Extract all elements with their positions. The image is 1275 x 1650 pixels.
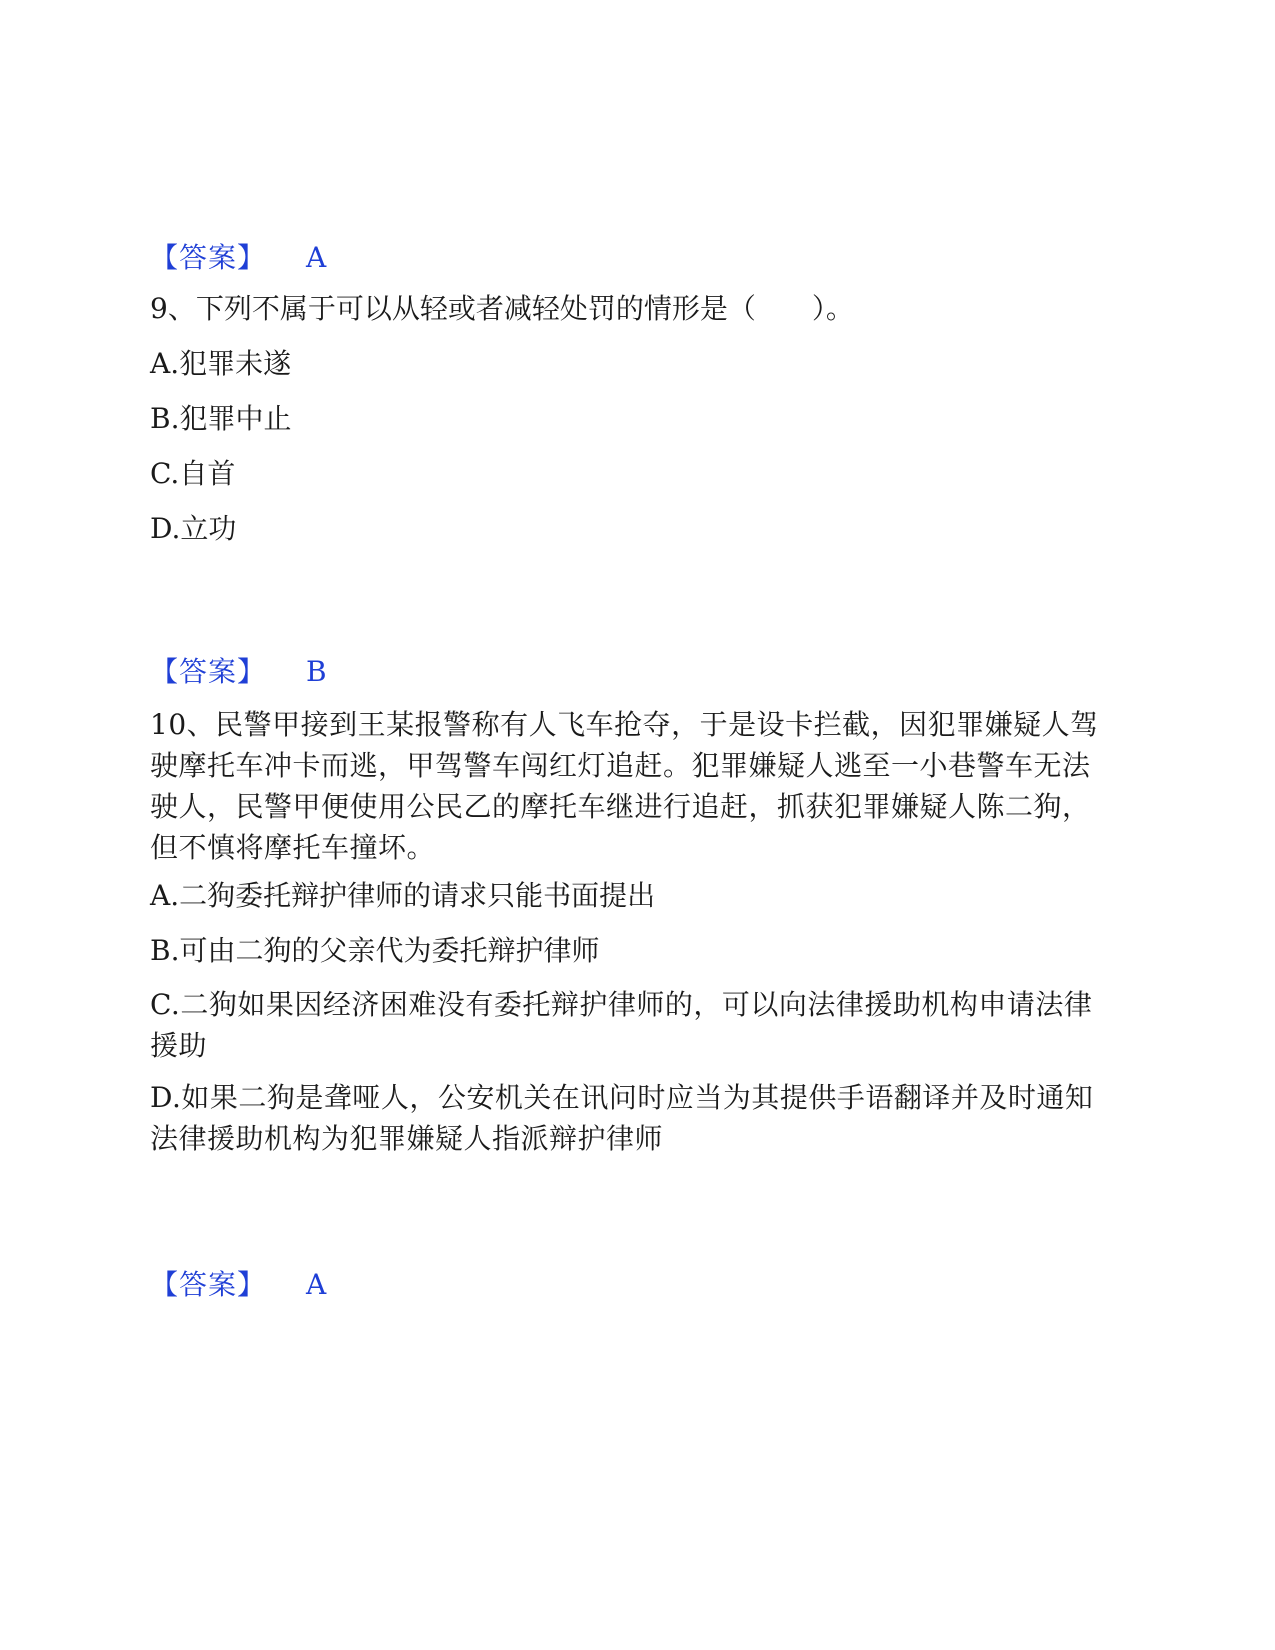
answer-value: A	[306, 1268, 327, 1301]
question-9-option-b: B.犯罪中止	[150, 402, 292, 435]
answer-label: 【答案】	[150, 241, 267, 274]
answer-label: 【答案】	[150, 655, 267, 688]
question-9-stem: 9、下列不属于可以从轻或者减轻处罚的情形是（ ）。	[150, 292, 854, 325]
answer-value: A	[306, 241, 327, 274]
question-9-option-d: D.立功	[150, 512, 237, 545]
question-10-option-a: A.二狗委托辩护律师的请求只能书面提出	[150, 879, 656, 912]
question-9-option-c: C.自首	[150, 457, 236, 490]
answer-line-3	[150, 1265, 326, 1305]
question-10-option-c: C.二狗如果因经济困难没有委托辩护律师的，可以向法律援助机构申请法律援助	[150, 988, 1093, 1062]
question-10-option-b: B.可由二狗的父亲代为委托辩护律师	[150, 934, 600, 967]
answer-value: B	[306, 655, 327, 688]
question-9-option-a: A.犯罪未遂	[150, 347, 292, 380]
answer-label: 【答案】	[150, 1268, 267, 1301]
answer-line-2	[150, 652, 327, 692]
answer-line-1	[150, 238, 326, 278]
question-10-option-d: D.如果二狗是聋哑人，公安机关在讯问时应当为其提供手语翻译并及时通知法律援助机构为犯罪嫌疑人指派辩护律师	[150, 1081, 1094, 1155]
question-10-stem: 10、民警甲接到王某报警称有人飞车抢夺，于是设卡拦截，因犯罪嫌疑人驾驶摩托车冲卡而逃，甲驾警车闯红灯追赶。犯罪嫌疑人逃至一小巷警车无法驶人，民警甲便使用公民乙的摩托车继进行追赶，抓获犯罪嫌疑人陈二狗，但不慎将摩托车撞坏。	[150, 708, 1099, 864]
